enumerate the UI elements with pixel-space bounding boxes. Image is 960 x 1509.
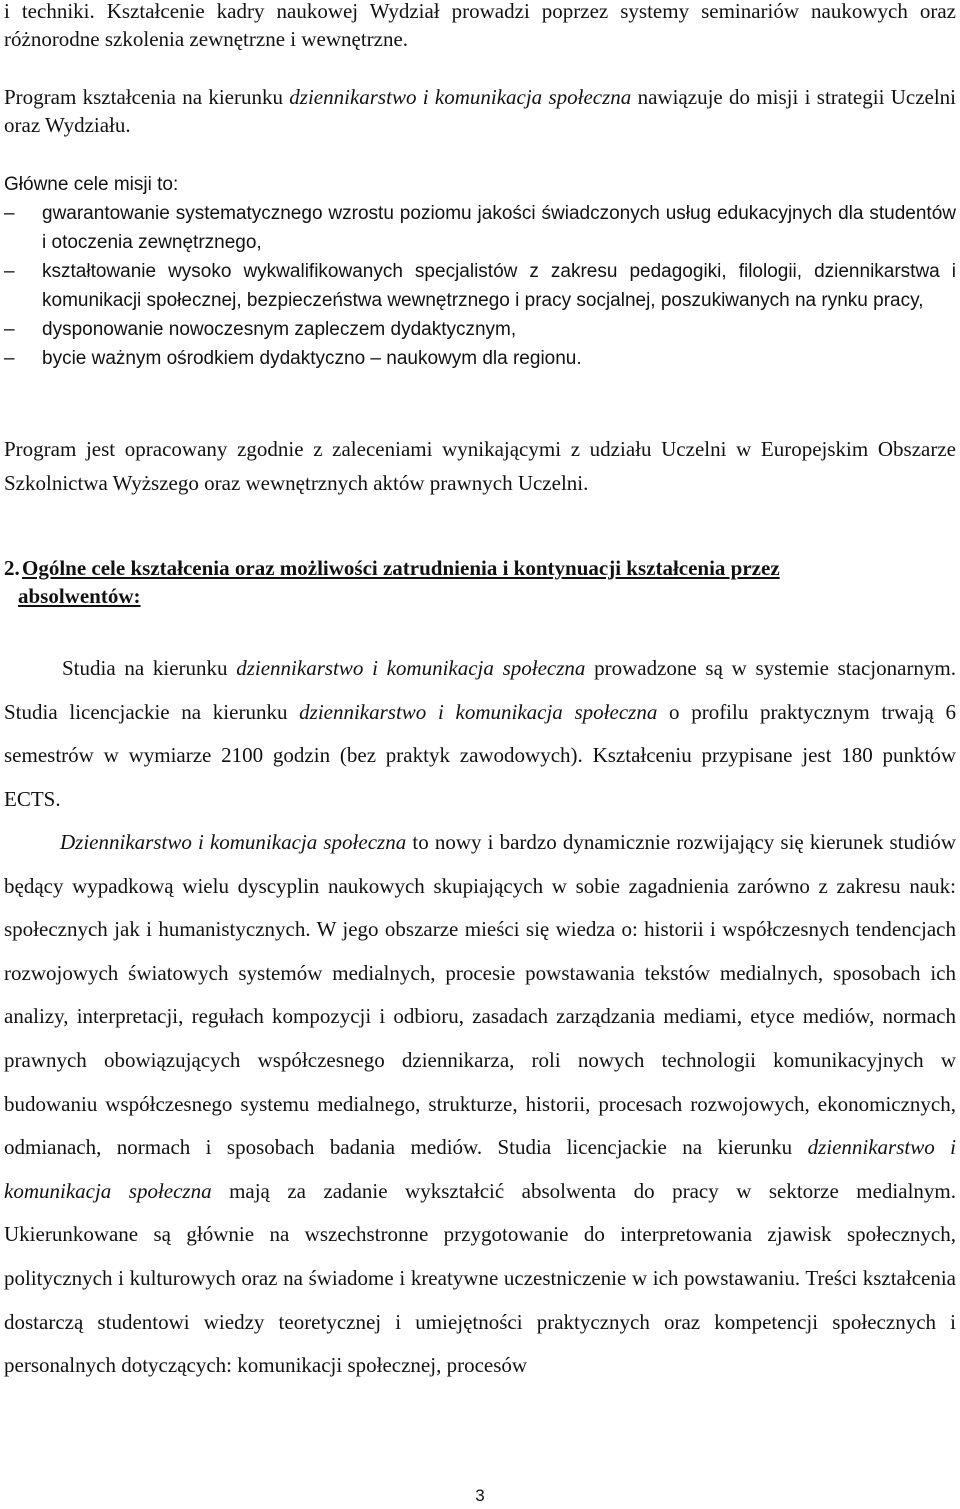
list-item: – dysponowanie nowoczesnym zapleczem dydaktycznym, — [4, 315, 956, 344]
dash-marker: – — [4, 261, 15, 282]
section-title-line2: absolwentów: — [18, 584, 141, 608]
list-item: – bycie ważnym ośrodkiem dydaktyczno – naukowym dla regionu. — [4, 344, 956, 373]
dash-marker: – — [4, 203, 15, 224]
list-item: – gwarantowanie systematycznego wzrostu poziomu jakości świadczonych usług edukacyjnych dla studentów i otoczenia zewnętrznego, — [4, 199, 956, 257]
studies-paragraph: Studia na kierunku dziennikarstwo i komunikacja społeczna prowadzone są w systemie stacjonarnym. Studia licencjackie na kierunku dziennikarstwo i komunikacja społeczna o profilu praktycznym trwają 6 semestrów w wymiarze 2100 godzin (bez praktyk zawodowych). Kształceniu przypisane jest 180 punktów ECTS. — [4, 656, 957, 811]
section-heading — [4, 554, 954, 610]
field-name: Dziennikarstwo i komunikacja społeczna — [60, 830, 407, 854]
mission-list — [4, 199, 956, 373]
compliance-paragraph: Program jest opracowany zgodnie z zaleceniami wynikającymi z udziału Uczelni w Europejskim Obszarze Szkolnictwa Wyższego oraz wewnętrznych aktów prawnych Uczelni. — [4, 437, 956, 495]
mission-intro: Główne cele misji to: — [4, 174, 179, 195]
dash-marker: – — [4, 348, 15, 369]
list-item: – kształtowanie wysoko wykwalifikowanych specjalistów z zakresu pedagogiki, filologii, dziennikarstwa i komunikacji społecznej, bezpieczeństwa wewnętrznego i pracy socjalnej, poszukiwanych na rynku pracy, — [4, 257, 956, 315]
section-title-line1: Ogólne cele kształcenia oraz możliwości zatrudnienia i kontynuacji kształcenia przez — [22, 556, 780, 580]
field-name: dziennikarstwo i komunikacja społeczna — [236, 656, 586, 680]
program-field-name: dziennikarstwo i komunikacja społeczna — [289, 85, 632, 109]
section-number: 2. — [4, 556, 20, 580]
field-name: dziennikarstwo i komunikacja społeczna — [4, 1135, 956, 1203]
program-paragraph — [4, 83, 956, 139]
intro-paragraph: i techniki. Kształcenie kadry naukowej Wydział prowadzi poprzez systemy seminariów naukowych oraz różnorodne szkolenia zewnętrzne i wewnętrzne. — [4, 0, 956, 51]
discipline-paragraph: Dziennikarstwo i komunikacja społeczna to nowy i bardzo dynamicznie rozwijający się kierunek studiów będący wypadkową wielu dyscyplin naukowych skupiających w sobie zagadnienia zarówno z zakresu nauk: społecznych jak i humanistycznych. W jego obszarze mieści się wiedza o: historii i współczesnych tendencjach rozwojowych światowych systemów medialnych, procesie powstawania tekstów medialnych, sposobach ich analizy, interpretacji, regułach kompozycji i odbioru, zasadach zarządzania mediami, etyce mediów, normach prawnych obowiązujących współczesnego dziennikarza, roli nowych technologii komunikacyjnych w budowaniu współczesnego systemu medialnego, strukturze, historii, procesach rozwojowych, ekonomicznych, odmianach, normach i sposobach badania mediów. Studia licencjackie na kierunku dziennikarstwo i komunikacja społeczna mają za zadanie wykształcić absolwenta do pracy w sektorze medialnym. Ukierunkowane są głównie na wszechstronne przygotowanie do interpretowania zjawisk społecznych, politycznych i kulturowych oraz na świadome i kreatywne uczestniczenie w ich powstawaniu. Treści kształcenia dostarczą studentowi wiedzy teoretycznej i umiejętności praktycznych oraz kompetencji społecznych i personalnych dotyczących: komunikacji społecznej, procesów — [4, 830, 956, 1378]
program-text-b: nawiązuje do misji i strategii Uczelni oraz Wydziału. — [4, 85, 957, 137]
page-number: 3 — [475, 1486, 485, 1505]
program-text-a: Program kształcenia na kierunku — [4, 85, 290, 109]
field-name: dziennikarstwo i komunikacja społeczna — [299, 699, 658, 724]
dash-marker: – — [4, 319, 15, 340]
